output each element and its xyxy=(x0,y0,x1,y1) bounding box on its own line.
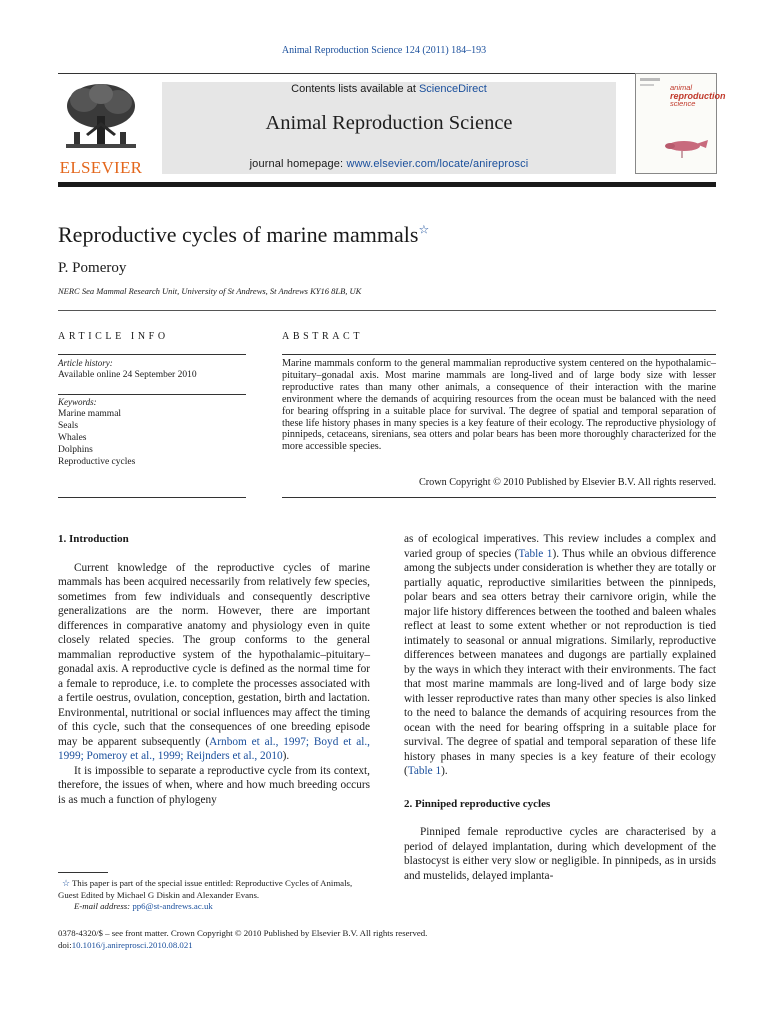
email-label: E-mail address: xyxy=(74,901,133,911)
article-info-rule xyxy=(58,354,246,355)
author-affiliation: NERC Sea Mammal Research Unit, University of St Andrews, St Andrews KY16 8LB, UK xyxy=(58,286,362,296)
keyword-item: Dolphins xyxy=(58,445,93,455)
issn-line: 0378-4320/$ – see front matter. Crown Copyright © 2010 Published by Elsevier B.V. All rights reserved. xyxy=(58,928,428,938)
pinniped-heading: 2. Pinniped reproductive cycles xyxy=(404,797,551,810)
keyword-item: Seals xyxy=(58,421,79,431)
elsevier-tree-icon xyxy=(60,82,142,154)
journal-title: Animal Reproduction Science xyxy=(265,112,513,134)
elsevier-wordmark: ELSEVIER xyxy=(59,158,143,177)
email-footnote xyxy=(58,901,370,913)
pinniped-paragraph: Pinniped female reproductive cycles are characterised by a period of delayed implantation, during which development of the blastocyst is either very slow or negligible. In pinnipeds, as in ursids and mustelids, delayed implanta- xyxy=(404,826,716,882)
cover-word: reproduction xyxy=(670,91,726,101)
homepage-link[interactable]: www.elsevier.com/locate/anireprosci xyxy=(346,158,529,170)
contents-line xyxy=(162,83,616,95)
header-thick-rule xyxy=(58,182,716,187)
email-link[interactable]: pp6@st-andrews.ac.uk xyxy=(132,901,213,911)
doi-label: doi: xyxy=(58,939,72,950)
introduction-paragraph xyxy=(58,561,370,764)
homepage-line xyxy=(162,158,616,170)
article-info-end-rule xyxy=(58,497,246,498)
paragraph-text: ). xyxy=(282,750,290,762)
article-history-value: Available online 24 September 2010 xyxy=(58,370,197,380)
reference-link[interactable]: Arnbom et al., 1997; Boyd et al., 1999; Pomeroy et al., 1999; Reijnders et al., 2010 xyxy=(58,735,370,762)
paragraph-text: ). xyxy=(441,765,448,777)
abstract-copyright: Crown Copyright © 2010 Published by Elsevier B.V. All rights reserved. xyxy=(418,477,716,488)
journal-cover-thumbnail[interactable] xyxy=(635,73,726,174)
cover-word: animal xyxy=(670,83,693,92)
footnote-mark: ☆ xyxy=(62,878,70,888)
doi-link[interactable]: 10.1016/j.anireprosci.2010.08.021 xyxy=(71,939,193,950)
sciencedirect-link[interactable]: ScienceDirect xyxy=(418,83,487,95)
continued-paragraph xyxy=(404,532,716,779)
keyword-item: Marine mammal xyxy=(58,409,122,419)
introduction-paragraph: It is impossible to separate a reproductive cycle from its context, therefore, the issues of when, where and how much breeding occurs is as much a function of phylogeny xyxy=(58,764,370,806)
article-title xyxy=(58,222,429,248)
keyword-item: Reproductive cycles xyxy=(58,457,136,467)
journal-banner xyxy=(162,82,616,174)
cover-word: science xyxy=(670,99,696,108)
abstract-heading: ABSTRACT xyxy=(282,331,364,342)
journal-citation[interactable]: Animal Reproduction Science 124 (2011) 184–193 xyxy=(281,45,487,56)
abstract-rule xyxy=(282,354,716,355)
title-footnote-mark[interactable]: ☆ xyxy=(418,222,430,237)
paragraph-text: Current knowledge of the reproductive cycles of marine mammals has been acquired necessarily from relatively few species, sometimes from few individuals and consequently descriptive generalizations are the norm. However, there are important differences in comparative anatomy and physiology even in quite closely related species. The group conforms to the general mammalian reproductive system of the hypothalamic–pituitary–gonadal axis. A reproductive cycle is defined as the normal time for a female to reproduce, i.e. to complete the processes associated with a fertile oestrus, ovulation, conception, gestation, birth and lactation. Environmental, nutritional or social influences may affect the timing of this cycle, such that the consequences of one breeding episode may be apparent subsequently ( xyxy=(58,561,370,748)
abstract-text: Marine mammals conform to the general mammalian reproductive system centered on the hypothalamic–pituitary–gonadal axis. Most marine mammals are long-lived and of large body size with lesser reproductive rates than many other animals, a consequence of their interaction with the marine environment where the demands of acquiring resources from the ocean must be balanced with the need for bearing offspring in a suitable place for survival. The degree of spatial and temporal separation of these life history phases in many species is a key feature of their ecology. The reproductive physiology of pinnipeds, cetaceans, sirenians, sea otters and polar bears has been more thoroughly characterized for the more accessible species. xyxy=(282,358,716,453)
keywords-list xyxy=(58,408,135,468)
footnote-text: This paper is part of the special issue entitled: Reproductive Cycles of Animals, Guest Edited by Michael G Diskin and Alexander Evans. xyxy=(58,878,353,900)
keyword-item: Whales xyxy=(58,433,87,443)
introduction-heading: 1. Introduction xyxy=(58,533,129,545)
keywords-label: Keywords: xyxy=(58,397,97,407)
table-link[interactable]: Table 1 xyxy=(407,765,442,777)
footnote-rule xyxy=(58,872,108,873)
special-issue-footnote xyxy=(58,878,370,901)
footnotes xyxy=(58,878,370,913)
contents-prefix: Contents lists available at xyxy=(291,83,419,95)
header-rule xyxy=(58,73,716,74)
elsevier-logo[interactable] xyxy=(58,82,144,176)
article-info-heading: ARTICLE INFO xyxy=(58,331,169,342)
homepage-prefix: journal homepage: xyxy=(249,158,347,170)
paragraph-text: ). Thus while an obvious difference among the subjects under consideration is whether they are totally or partially aquatic, reproductive similarities between the pinnipeds, polar bears and sea otters betray their carnivore origin, while the major life history differences between the toothed and baleen whales reflect at least to some extent whether or not reproduction is tied intimately to seasonal or annual migrations. Similarly, reproductive differences between manatees and dugongs are partially explained by the ways in which they interact with their environments. The fact that most marine mammals are long-lived and of large body size with lesser reproductive rates than many other species is also linked to the need to balance the demands of acquiring resources from the ocean with the need for bearing offspring in a suitable place for survival. The degree of spatial and temporal separation of these life history phases in many species is a key feature of their ecology ( xyxy=(404,547,716,777)
article-title-text: Reproductive cycles of marine mammals xyxy=(58,222,419,247)
doi-line xyxy=(58,940,427,952)
paragraph-text: as of ecological imperatives. This review includes a complex and varied group of species ( xyxy=(404,533,716,560)
page-footer xyxy=(58,928,427,951)
keywords-rule xyxy=(58,394,246,395)
article-history-label: Article history: xyxy=(58,358,113,368)
abstract-end-rule xyxy=(282,497,716,498)
cover-title-text xyxy=(670,84,726,108)
table-link[interactable]: Table 1 xyxy=(518,547,553,560)
title-rule xyxy=(58,310,716,311)
author-name[interactable]: P. Pomeroy xyxy=(58,260,127,276)
body-column-right xyxy=(404,532,716,883)
body-column-left xyxy=(58,532,370,807)
